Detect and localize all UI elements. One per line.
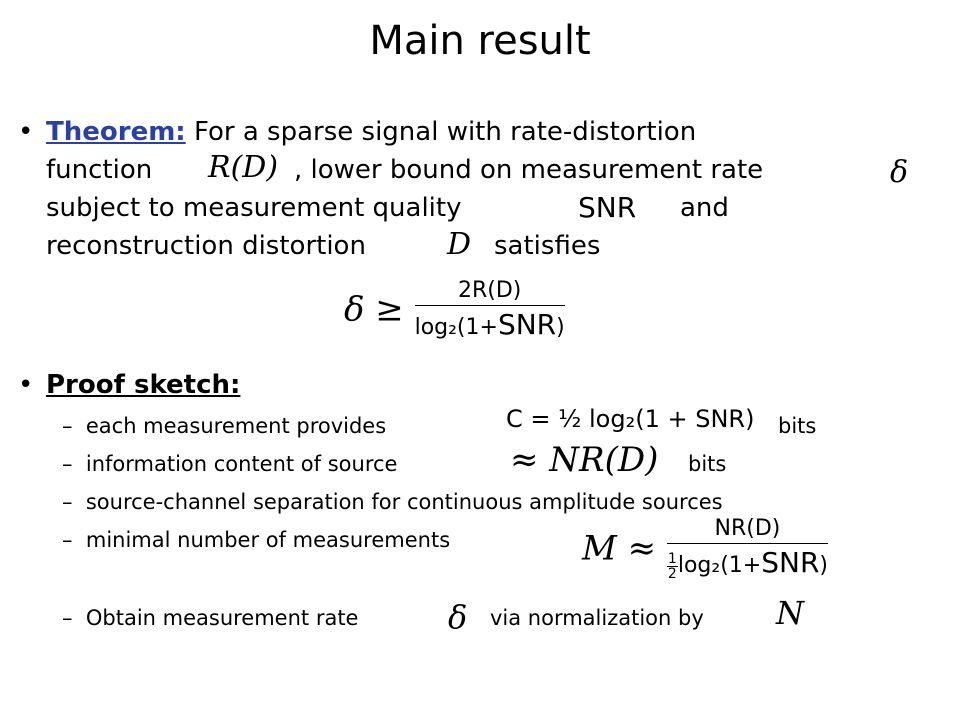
theorem-text-3b: and	[680, 193, 729, 223]
rd-symbol: R(D)	[208, 150, 279, 185]
proof-label: Proof sketch:	[46, 370, 241, 400]
theorem-text-3a: subject to measurement quality	[46, 193, 462, 223]
formula-lhs: δ ≥	[344, 289, 404, 330]
capacity-formula: C = ½ log₂(1 + SNR)	[506, 405, 755, 433]
measurements-numerator: NR(D)	[667, 516, 828, 544]
proof-item-5: – Obtain measurement rate	[62, 606, 359, 630]
info-content-formula: ≈ NR(D)	[510, 440, 659, 480]
d-symbol: D	[447, 227, 472, 262]
formula-fraction	[415, 278, 565, 341]
measurements-formula: M ≈ NR(D) $\frac{1}{2}$ log₂(1+SNR)	[582, 516, 828, 582]
measurements-denominator: $\frac{1}{2}$ log₂(1+SNR)	[667, 546, 828, 582]
proof-item-5-text-b: via normalization by	[490, 606, 704, 630]
theorem-line-2	[46, 151, 152, 189]
theorem-text-4b: satisfies	[494, 231, 601, 261]
theorem-text-2a: function	[46, 155, 153, 185]
delta-symbol-2: δ	[448, 598, 468, 636]
theorem-bullet: •	[18, 117, 34, 147]
n-symbol: N	[776, 594, 804, 632]
theorem-text-4a: reconstruction distortion	[46, 231, 366, 261]
main-formula	[344, 278, 565, 341]
proof-item-3: – source-channel separation for continuous amplitude sources	[62, 490, 723, 514]
formula-denominator: log₂(1+SNR)	[414, 308, 565, 341]
delta-symbol: δ	[890, 155, 909, 190]
proof-item-2: – information content of source	[62, 452, 398, 476]
proof-item-4: – minimal number of measurements	[62, 528, 451, 552]
proof-item-1: – each measurement provides	[62, 414, 387, 438]
proof-item-2-suffix: bits	[688, 452, 727, 476]
snr-symbol: SNR	[578, 191, 637, 224]
theorem-text-2b: , lower bound on measurement rate	[294, 155, 764, 185]
theorem-line-1	[46, 113, 696, 151]
proof-bullet: •	[18, 370, 34, 400]
slide-title: Main result	[369, 18, 591, 64]
proof-item-1-suffix: bits	[778, 414, 817, 438]
theorem-label: Theorem:	[46, 117, 186, 147]
theorem-text-1: For a sparse signal with rate-distortion	[193, 117, 697, 147]
formula-numerator: 2R(D)	[415, 278, 565, 306]
